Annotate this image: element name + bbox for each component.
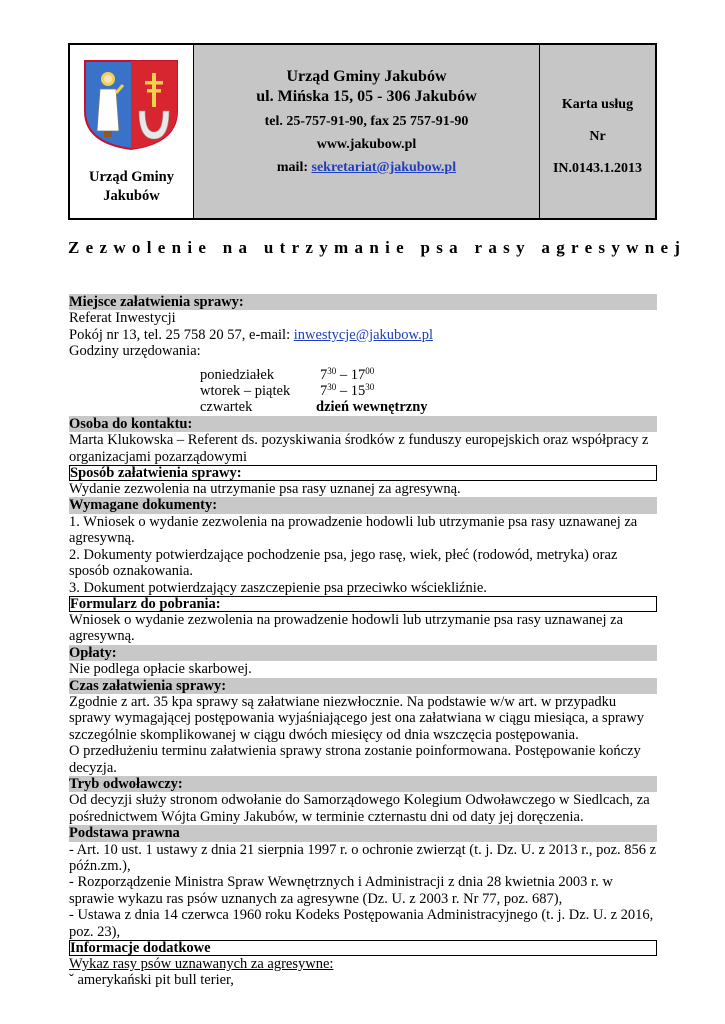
section-heading-documents: Wymagane dokumenty:	[69, 497, 657, 513]
section-heading-form: Formularz do pobrania:	[69, 596, 657, 612]
section-heading-legal: Podstawa prawna	[69, 825, 657, 841]
mail-link[interactable]: sekretariat@jakubow.pl	[311, 160, 457, 175]
coat-of-arms-icon	[83, 59, 179, 151]
card-label: Karta usług	[561, 97, 634, 112]
document-title: Zezwolenie na utrzymanie psa rasy agresywnej	[68, 238, 687, 257]
nr-label: Nr	[589, 129, 606, 144]
department-name: Referat Inwestycji	[69, 310, 176, 327]
fees-text: Nie podlega opłacie skarbowej.	[69, 661, 252, 678]
spacer	[69, 360, 657, 367]
section-heading-time: Czas załatwienia sprawy:	[69, 678, 657, 694]
section-heading-appeal: Tryb odwoławczy:	[69, 776, 657, 792]
appeal-text: Od decyzji służy stronom odwołanie do Samorządowego Kolegium Odwoławczego w Siedlcach, za pośrednictwem Wójta Gminy Jakubów, w terminie czternastu dni od daty jej doręczenia.	[69, 792, 650, 825]
hours-row	[69, 367, 657, 383]
hours-day: poniedziałek	[200, 366, 275, 383]
section-heading-place: Miejsce załatwienia sprawy:	[69, 294, 657, 310]
section-heading-method: Sposób załatwienia sprawy:	[69, 465, 657, 481]
legal-item: - Rozporządzenie Ministra Spraw Wewnętrznych i Administracji z dnia 28 kwietnia 2003 r. w sprawie wykazu ras psów uznanych za agresywne (Dz. U. z 2003 r. Nr 77, poz. 687),	[69, 874, 613, 907]
document-item: 1. Wniosek o wydanie zezwolenia na prowadzenie hodowli lub utrzymanie psa rasy uznawanej za agresywną.	[69, 513, 638, 547]
section-heading-additional: Informacje dodatkowe	[69, 940, 657, 956]
time-text-extension: O przedłużeniu terminu załatwienia sprawy strona zostanie poinformowana. Postępowanie kończy decyzja.	[69, 743, 641, 776]
method-text: Wydanie zezwolenia na utrzymanie psa rasy uznanej za agresywną.	[69, 481, 461, 498]
hours-range: $7^{30} - 17^{00}$	[320, 365, 375, 383]
hours-row	[69, 383, 657, 399]
office-website: www.jakubow.pl	[316, 137, 417, 152]
document-item: 2. Dokumenty potwierdzające pochodzenie psa, jego rasę, wiek, płeć (rodowód, metryka) oraz sposób oznakowania.	[69, 546, 618, 580]
room-text: Pokój nr 13, tel. 25 758 20 57, e-mail:	[69, 326, 294, 343]
office-name-label: Urząd Gminy Jakubów	[89, 169, 174, 204]
document-item: 3. Dokument potwierdzający zaszczepienie psa przeciwko wściekliźnie.	[69, 579, 487, 596]
office-address: ul. Mińska 15, 05 - 306 Jakubów	[256, 88, 477, 105]
room-info	[69, 327, 657, 343]
department-email-link[interactable]: inwestycje@jakubow.pl	[293, 326, 433, 343]
office-title: Urząd Gminy Jakubów	[286, 68, 447, 85]
hours-note: dzień wewnętrzny	[316, 399, 428, 416]
legal-item: - Art. 10 ust. 1 ustawy z dnia 21 sierpnia 1997 r. o ochronie zwierząt (t. j. Dz. U. z 2013 r., poz. 856 z późn.zm.),	[69, 841, 657, 874]
card-info-cell	[540, 45, 655, 218]
header-table	[68, 43, 657, 220]
legal-item: - Ustawa z dnia 14 czerwca 1960 roku Kodeks Postępowania Administracyjnego (t. j. Dz. U. z 2016, poz. 23),	[69, 907, 654, 940]
document-body	[69, 294, 657, 989]
breed-list-title: Wykaz rasy psów uznawanych za agresywne:	[69, 956, 334, 973]
form-text: Wniosek o wydanie zezwolenia na prowadzenie hodowli lub utrzymanie psa rasy uznawanej za agresywną.	[69, 611, 624, 645]
breed-list-item: ˇ amerykański pit bull terier,	[69, 972, 234, 989]
hours-day: wtorek – piątek	[200, 383, 291, 400]
crest-cell	[70, 45, 194, 218]
hours-range: $7^{30} - 15^{30}$	[320, 382, 375, 400]
card-number: IN.0143.1.2013	[552, 161, 643, 176]
office-phone: tel. 25-757-91-90, fax 25 757-91-90	[264, 114, 469, 129]
hours-label: Godziny urzędowania:	[69, 343, 201, 360]
mail-label: mail:	[276, 160, 312, 175]
hours-day: czwartek	[200, 399, 253, 416]
time-text: Zgodnie z art. 35 kpa sprawy są załatwiane niezwłocznie. Na podstawie w/w art. w przypadku sprawy wymagającej postępowania wyjaśniającego jest ona załatwiana w ciągu miesiąca, a sprawy szczególnie skomplikowanej w ciągu dwóch miesięcy od dnia wszczęcia postępowania.	[69, 693, 644, 743]
section-heading-contact: Osoba do kontaktu:	[69, 416, 657, 432]
address-cell	[194, 45, 540, 218]
contact-text: Marta Klukowska – Referent ds. pozyskiwania środków z funduszy europejskich oraz współpracy z organizacjami pozarządowymi	[69, 432, 649, 465]
hours-row	[69, 399, 657, 415]
section-heading-fees: Opłaty:	[69, 645, 657, 661]
office-mail	[194, 159, 539, 177]
